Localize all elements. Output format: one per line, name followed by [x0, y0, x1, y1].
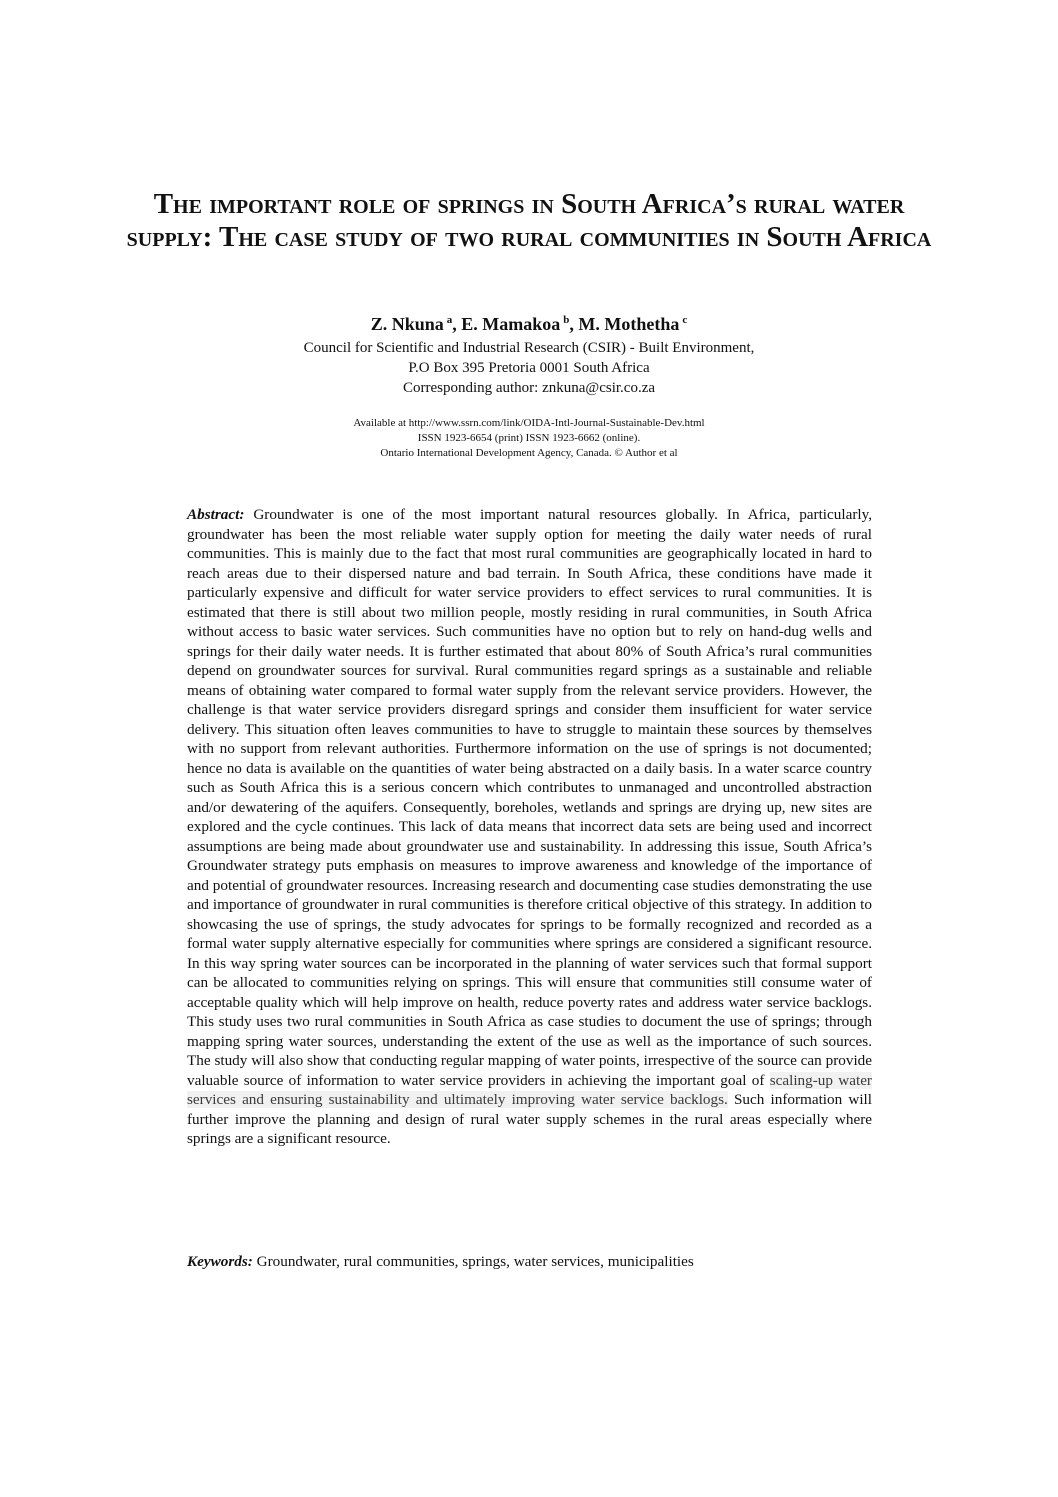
abstract-label: Abstract:: [187, 506, 245, 523]
author-list: [120, 312, 938, 336]
author-separator: ,: [452, 314, 462, 334]
affiliation-block: [120, 338, 938, 398]
author-name: E. Mamakoa: [461, 314, 561, 334]
affiliation-mark: b: [563, 314, 570, 326]
abstract-body: Groundwater is one of the most important natural resources globally. In Africa, particularly, groundwater has been the most reliable water supply option for meeting the daily water needs of rural communities. This is mainly due to the fact that most rural communities are geographically located in hard to reach areas due to their dispersed nature and bad terrain. In South Africa, these conditions have made it particularly expensive and difficult for water service providers to effect services to rural communities. It is estimated that there is still about two million people, mostly residing in rural communities, in South Africa without access to basic water services. Such communities have no option but to rely on hand-dug wells and springs for their daily water needs. It is further estimated that about 80% of South Africa’s rural communities depend on groundwater sources for survival. Rural communities regard springs as a sustainable and reliable means of obtaining water compared to formal water supply from the relevant service providers. However, the challenge is that water service providers disregard springs and consider them insufficient for water service delivery. This situation often leaves communities to have to struggle to maintain these sources by themselves with no support from relevant authorities. Furthermore information on the use of springs is not documented; hence no data is available on the quantities of water being abstracted on a daily basis. In a water scarce country such as South Africa this is a serious concern which contributes to unmanaged and uncontrolled abstraction and/or dewatering of the aquifers. Consequently, boreholes, wetlands and springs are drying up, new sites are explored and the cycle continues. This lack of data means that incorrect data sets are being used and incorrect assumptions are being made about groundwater use and sustainability. In addressing this issue, South Africa’s Groundwater strategy puts emphasis on measures to improve awareness and knowledge of the importance of and potential of groundwater resources. Increasing research and documenting case studies demonstrating the use and importance of groundwater in rural communities is therefore critical objective of this strategy. In addition to showcasing the use of springs, the study advocates for springs to be formally recognized and recorded as a formal water supply alternative especially for communities where springs are considered a significant resource. In this way spring water sources can be incorporated in the planning of water services such that formal support can be allocated to communities relying on springs. This will ensure that communities still consume water of acceptable quality which will help improve on health, reduce poverty rates and address water service backlogs. This study uses two rural communities in South Africa as case studies to document the use of springs; through mapping spring water sources, understanding the extent of the use as well as the importance of such sources. The study will also show that conducting regular mapping of water points, irrespective of the source can provide valuable source of information to water service providers in achieving the important goal of: [187, 506, 873, 1089]
paper-title: The important role of springs in South Africa’s rural water supply: The case study of two rural communities in South Africa: [126, 188, 932, 253]
affiliation-mark: a: [446, 314, 453, 326]
publication-info: [120, 416, 938, 461]
author-name: M. Mothetha: [578, 314, 680, 334]
corresponding-author: Corresponding author: znkuna@csir.co.za: [402, 380, 656, 396]
abstract-highlighted-text: scaling-up water services and ensuring sustainability and ultimately improving water service backlogs.: [187, 1071, 872, 1108]
availability-url: Available at http://www.ssrn.com/link/OIDA-Intl-Journal-Sustainable-Dev.html: [353, 417, 705, 429]
publisher-line: Ontario International Development Agency, Canada. © Author et al: [380, 447, 678, 459]
issn-line: ISSN 1923-6654 (print) ISSN 1923-6662 (online).: [417, 432, 641, 444]
author-name: Z. Nkuna: [370, 314, 444, 334]
affiliation-address: P.O Box 395 Pretoria 0001 South Africa: [408, 360, 650, 376]
keywords: [187, 1252, 872, 1272]
keywords-label: Keywords:: [187, 1253, 253, 1270]
abstract-closing: Such information will further improve the planning and design of rural water supply schemes in the rural areas especially where springs are a significant resource.: [187, 1091, 872, 1147]
affiliation-institution: Council for Scientific and Industrial Research (CSIR) - Built Environment,: [303, 340, 755, 356]
author-separator: ,: [569, 314, 579, 334]
abstract: [187, 505, 872, 1149]
affiliation-mark: c: [682, 314, 688, 326]
keywords-list: Groundwater, rural communities, springs, water services, municipalities: [256, 1253, 694, 1270]
